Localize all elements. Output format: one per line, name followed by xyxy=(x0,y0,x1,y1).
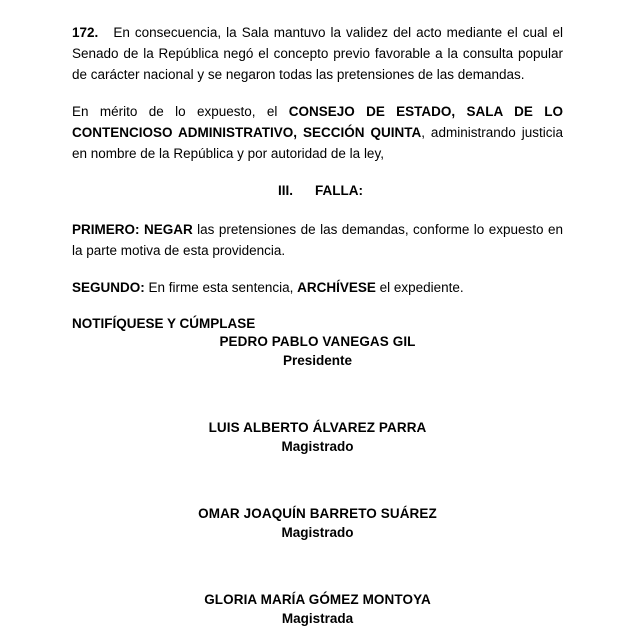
merito-tail-text: , administrando justicia en nombre de la República y por autoridad de la ley, xyxy=(72,125,563,161)
section-label: FALLA: xyxy=(315,183,363,198)
signature-block xyxy=(72,332,563,370)
paragraph-en-merito xyxy=(72,101,563,164)
signatory-title: Magistrado xyxy=(281,525,354,540)
signature-block xyxy=(72,504,563,542)
signatory-name: PEDRO PABLO VANEGAS GIL xyxy=(219,334,416,349)
signatory-title: Magistrada xyxy=(281,611,354,626)
ruling-primero-ordinal: PRIMERO: NEGAR xyxy=(72,222,193,237)
signature-block xyxy=(72,418,563,456)
ruling-primero xyxy=(72,219,563,261)
signature-section xyxy=(72,332,563,628)
section-heading-falla xyxy=(72,180,563,201)
paragraph-172 xyxy=(72,22,563,85)
document-body xyxy=(72,22,563,334)
signatory-title: Magistrado xyxy=(281,439,354,454)
signatory-name: LUIS ALBERTO ÁLVAREZ PARRA xyxy=(208,420,427,435)
signatory-name: OMAR JOAQUÍN BARRETO SUÁREZ xyxy=(198,506,437,521)
ruling-primero-text: las pretensiones de las demandas, conforme lo expuesto en la parte motiva de esta providencia. xyxy=(72,222,563,258)
ruling-segundo xyxy=(72,277,563,298)
ruling-segundo-emphasis: ARCHÍVESE xyxy=(297,280,376,295)
paragraph-172-text: En consecuencia, la Sala mantuvo la validez del acto mediante el cual el Senado de la República negó el concepto previo favorable a la consulta popular de carácter nacional y se negaron todas las pretensiones de las demandas. xyxy=(72,25,563,82)
ruling-segundo-ordinal: SEGUNDO: xyxy=(72,280,145,295)
merito-lead-text: En mérito de lo expuesto, el xyxy=(72,104,289,119)
court-name: CONSEJO DE ESTADO, SALA DE LO CONTENCIOSO ADMINISTRATIVO, SECCIÓN QUINTA xyxy=(72,104,563,140)
signatory-name: GLORIA MARÍA GÓMEZ MONTOYA xyxy=(204,592,431,607)
signature-block xyxy=(72,590,563,628)
section-numeral: III. xyxy=(277,183,293,198)
ruling-segundo-text-after: el expediente. xyxy=(375,280,464,295)
paragraph-number: 172. xyxy=(72,25,99,40)
signatory-title: Presidente xyxy=(282,353,353,368)
notification-line: NOTIFÍQUESE Y CÚMPLASE xyxy=(72,316,256,331)
ruling-segundo-text-before: En firme esta sentencia, xyxy=(144,280,298,295)
